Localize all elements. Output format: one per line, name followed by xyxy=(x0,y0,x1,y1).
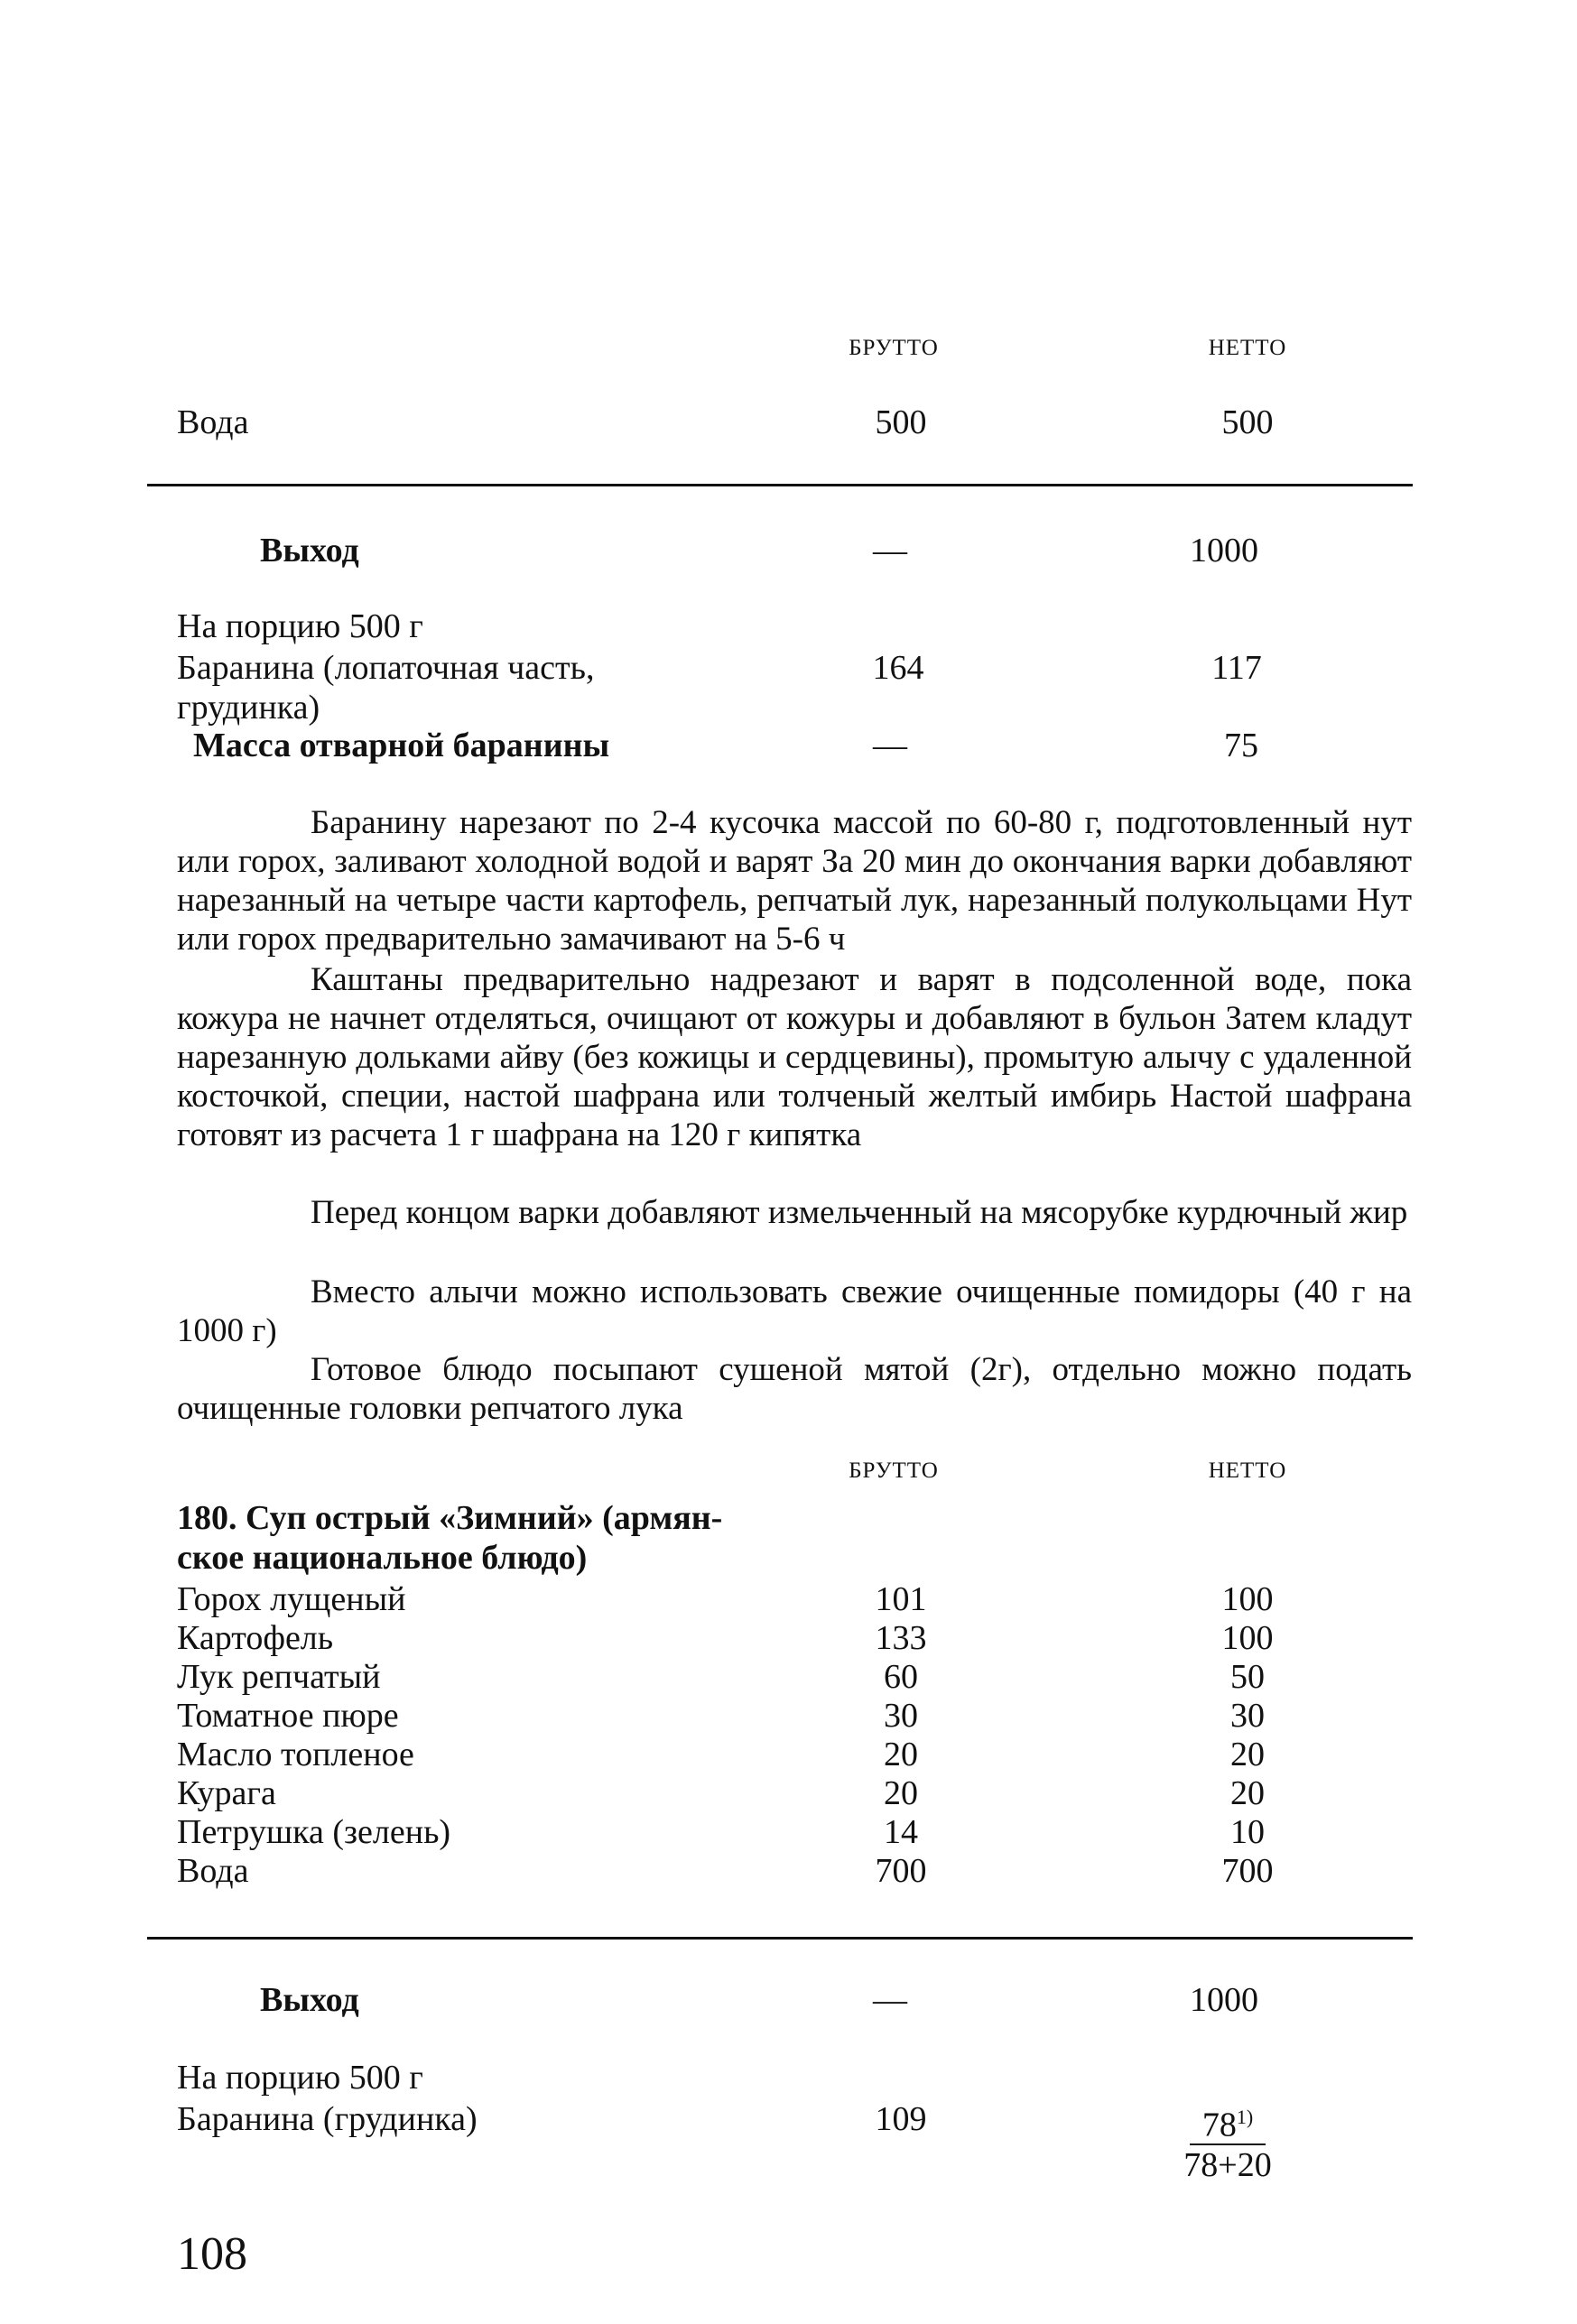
ingredient-netto: 20 xyxy=(1230,1774,1265,1812)
ingredient-brutto: 133 xyxy=(875,1619,927,1657)
boiled-lamb-netto: 75 xyxy=(1224,727,1258,764)
ingredient-name: Томатное пюре xyxy=(177,1697,399,1735)
ingredient-brutto: 700 xyxy=(875,1852,927,1890)
ingredient-netto: 100 xyxy=(1221,1580,1274,1618)
ingredient-name: Горох лущеный xyxy=(177,1580,406,1618)
paragraph-3: Перед концом варки добавляют измельченный на мясорубке курдючный жир xyxy=(311,1194,1408,1231)
ingredient-netto: 30 xyxy=(1230,1697,1265,1735)
water-brutto: 500 xyxy=(875,403,927,441)
recipe-lamb-netto-numerator: 78 xyxy=(1201,2106,1237,2144)
portion-label: На порцию 500 г xyxy=(177,607,423,645)
lamb-brutto: 164 xyxy=(872,649,924,687)
recipe-portion-label: На порцию 500 г xyxy=(177,2059,423,2097)
ingredient-name: Курага xyxy=(177,1774,276,1812)
divider-rule xyxy=(147,484,1413,486)
ingredient-name: Картофель xyxy=(177,1619,334,1657)
netto-header: НЕТТО xyxy=(1208,336,1287,360)
ingredient-name: Петрушка (зелень) xyxy=(177,1813,451,1851)
ingredient-brutto: 60 xyxy=(884,1658,918,1696)
ingredient-brutto: 30 xyxy=(884,1697,918,1735)
footnote-marker: 1) xyxy=(1236,2106,1254,2128)
recipe-lamb-brutto: 109 xyxy=(875,2100,927,2138)
output-label: Выход xyxy=(260,532,359,569)
recipe-title-line2: ское национальное блюдо) xyxy=(177,1539,588,1577)
recipe-output-netto: 1000 xyxy=(1190,1981,1258,2019)
recipe-lamb-netto-fraction xyxy=(1137,2099,1318,2183)
ingredient-netto: 700 xyxy=(1221,1852,1274,1890)
recipe-divider-rule xyxy=(147,1937,1413,1940)
boiled-lamb-brutto: — xyxy=(873,727,907,764)
boiled-lamb-label: Масса отварной баранины xyxy=(193,727,610,764)
page-number: 108 xyxy=(177,2228,247,2280)
ingredient-brutto: 101 xyxy=(875,1580,927,1618)
recipe-output-brutto: — xyxy=(873,1981,907,2019)
paragraph-5: Готовое блюдо посыпают сушеной мятой (2г), отдельно можно подать очищенные головки репчатого лука xyxy=(177,1351,1412,1427)
recipe-title-line1: 180. Суп острый «Зимний» (армян- xyxy=(177,1499,723,1537)
water-netto: 500 xyxy=(1221,403,1274,441)
ingredient-name: Лук репчатый xyxy=(177,1658,381,1696)
lamb-name-line1: Баранина (лопаточная часть, xyxy=(177,649,595,687)
paragraph-4: Вместо алычи можно использовать свежие очищенные помидоры (40 г на 1000 г) xyxy=(177,1273,1412,1349)
ingredient-netto: 20 xyxy=(1230,1736,1265,1773)
recipe-lamb-name: Баранина (грудинка) xyxy=(177,2100,478,2138)
ingredient-brutto: 14 xyxy=(884,1813,918,1851)
recipe-lamb-netto-denominator: 78+20 xyxy=(1183,2145,1272,2184)
recipe-brutto-header: БРУТТО xyxy=(849,1458,939,1483)
paragraph-2: Каштаны предварительно надрезают и варят в подсоленной воде, пока кожура не начнет отделяться, очищают от кожуры и добавляют в бульон Затем кладут нарезанную дольками айву (без кожицы и сердцевины), промытую алычу с удаленной косточкой, специи, настой шафрана или толченый желтый имбирь Настой шафрана готовят из расчета 1 г шафрана на 120 г кипятка xyxy=(177,961,1412,1153)
lamb-netto: 117 xyxy=(1211,649,1262,687)
ingredient-netto: 10 xyxy=(1230,1813,1265,1851)
lamb-name-line2: грудинка) xyxy=(177,689,320,727)
recipe-netto-header: НЕТТО xyxy=(1208,1458,1287,1483)
output-netto: 1000 xyxy=(1190,532,1258,569)
water-name: Вода xyxy=(177,403,249,441)
ingredient-brutto: 20 xyxy=(884,1774,918,1812)
ingredient-brutto: 20 xyxy=(884,1736,918,1773)
output-brutto: — xyxy=(873,532,907,569)
ingredient-netto: 100 xyxy=(1221,1619,1274,1657)
ingredient-name: Масло топленое xyxy=(177,1736,414,1773)
brutto-header: БРУТТО xyxy=(849,336,939,360)
recipe-output-label: Выход xyxy=(260,1981,359,2019)
ingredient-name: Вода xyxy=(177,1852,249,1890)
paragraph-1: Баранину нарезают по 2-4 кусочка массой по 60-80 г, подготовленный нут или горох, заливают холодной водой и варят За 20 мин до окончания варки добавляют нарезанный на четыре части картофель, репчатый лук, нарезанный полукольцами Нут или горох предварительно замачивают на 5-6 ч xyxy=(177,804,1412,958)
ingredient-netto: 50 xyxy=(1230,1658,1265,1696)
